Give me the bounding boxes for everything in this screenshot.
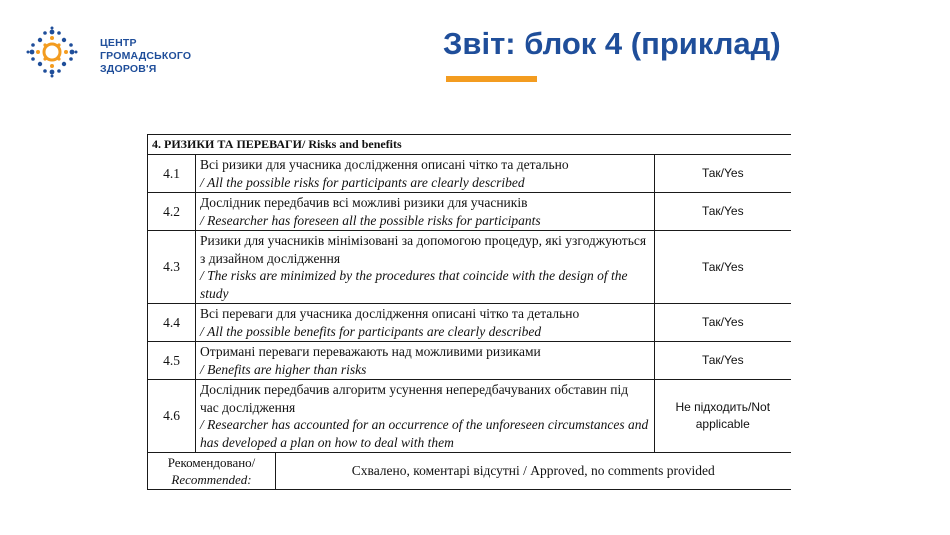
row-number: 4.4 — [148, 304, 196, 342]
recommended-label — [148, 453, 276, 490]
table-row — [148, 304, 791, 342]
row-description — [196, 304, 655, 342]
row-description — [196, 193, 655, 231]
title-underline — [446, 76, 537, 82]
logo-text — [100, 37, 191, 76]
row-text-en: / Researcher has foreseen all the possible risks for participants — [200, 212, 541, 228]
row-text-uk: Ризики для учасників мінімізовані за допомогою процедур, які узгоджуються з дизайном дослідження — [200, 233, 647, 266]
recommended-label-en: Recommended: — [171, 472, 252, 487]
logo-dots-icon — [26, 26, 86, 86]
row-answer: Не підходить/Not applicable — [655, 380, 791, 453]
row-text-en: / Researcher has accounted for an occurrence of the unforeseen circumstances and has developed a plan on how to deal with them — [200, 417, 649, 450]
row-text-uk: Всі ризики для учасника дослідження описані чітко та детально — [200, 157, 569, 172]
recommended-label-uk: Рекомендовано/ — [167, 455, 256, 470]
row-text-uk: Дослідник передбачив алгоритм усунення непередбачуваних обставин під час дослідження — [200, 382, 629, 415]
row-number: 4.3 — [148, 231, 196, 304]
row-answer: Так/Yes — [655, 193, 791, 231]
table-row — [148, 380, 791, 453]
row-description — [196, 155, 655, 193]
row-text-uk: Отримані переваги переважають над можливими ризиками — [200, 344, 541, 359]
row-text-uk: Всі переваги для учасника дослідження описані чітко та детально — [200, 306, 580, 321]
row-text-en: / All the possible risks for participants are clearly described — [200, 174, 525, 190]
logo-line-2: ГРОМАДСЬКОГО — [100, 50, 192, 62]
table-row — [148, 231, 791, 304]
slide-title: Звіт: блок 4 (приклад) — [443, 26, 781, 61]
row-answer: Так/Yes — [655, 304, 791, 342]
row-number: 4.5 — [148, 342, 196, 380]
row-text-en: / The risks are minimized by the procedures that coincide with the design of the study — [200, 268, 628, 301]
row-text-uk: Дослідник передбачив всі можливі ризики для учасників — [200, 195, 528, 210]
row-number: 4.1 — [148, 155, 196, 193]
logo-line-1: ЦЕНТР — [100, 37, 137, 49]
row-description — [196, 380, 655, 453]
table-row — [148, 193, 791, 231]
row-description — [196, 342, 655, 380]
recommended-value: Схвалено, коментарі відсутні / Approved, no comments provided — [276, 453, 791, 490]
table-header-row — [148, 135, 791, 155]
row-number: 4.2 — [148, 193, 196, 231]
risks-benefits-table — [147, 134, 791, 490]
row-number: 4.6 — [148, 380, 196, 453]
row-text-en: / All the possible benefits for participants are clearly described — [200, 323, 542, 339]
recommended-row — [148, 453, 791, 490]
table-row — [148, 155, 791, 193]
table-header: 4. РИЗИКИ ТА ПЕРЕВАГИ/ Risks and benefits — [148, 135, 791, 155]
row-answer: Так/Yes — [655, 231, 791, 304]
row-answer: Так/Yes — [655, 342, 791, 380]
organization-logo — [26, 26, 196, 86]
logo-line-3: ЗДОРОВ'Я — [100, 63, 157, 75]
row-answer: Так/Yes — [655, 155, 791, 193]
table-row — [148, 342, 791, 380]
row-description — [196, 231, 655, 304]
row-text-en: / Benefits are higher than risks — [200, 361, 367, 377]
